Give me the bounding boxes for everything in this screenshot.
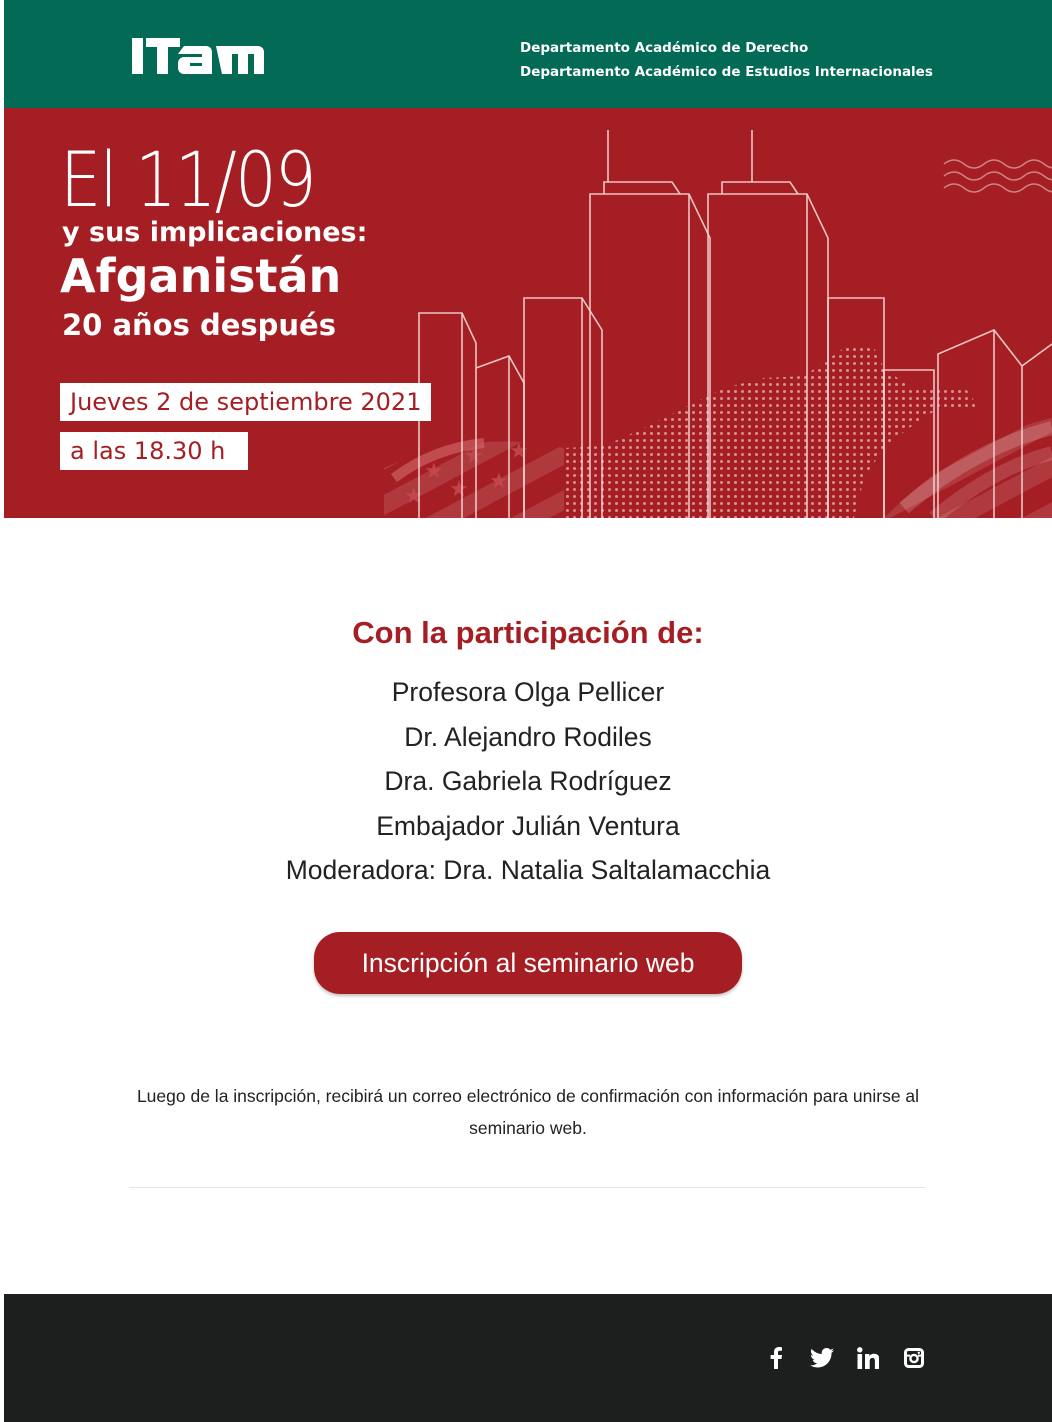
registration-note: Luego de la inscripción, recibirá un correo electrónico de confirmación con información para unirse al seminario web. xyxy=(136,1086,920,1138)
itam-logo xyxy=(132,32,264,80)
participant-item: Dra. Gabriela Rodríguez xyxy=(384,766,672,796)
email-page xyxy=(4,0,1052,1422)
event-title-date: El 11/09 xyxy=(60,135,315,224)
department-law: Departamento Académico de Derecho xyxy=(520,40,809,56)
event-date-badge: Jueves 2 de septiembre 2021 xyxy=(60,383,431,421)
divider xyxy=(129,1187,926,1188)
event-time-badge: a las 18.30 h xyxy=(60,432,248,470)
svg-text:★: ★ xyxy=(424,459,444,484)
event-title-main: Afganistán xyxy=(60,249,342,303)
svg-text:★: ★ xyxy=(464,444,484,469)
department-international-studies: Departamento Académico de Estudios Internacionales xyxy=(520,64,933,80)
instagram-icon[interactable] xyxy=(900,1344,928,1372)
participant-item: Dr. Alejandro Rodiles xyxy=(404,721,652,752)
participant-item: Moderadora: Dra. Natalia Saltalamacchia xyxy=(285,855,771,885)
svg-text:★: ★ xyxy=(404,484,424,509)
event-banner xyxy=(4,108,1052,518)
participants-heading: Con la participación de: xyxy=(352,615,704,650)
svg-text:★: ★ xyxy=(489,469,509,494)
webinar-registration-button[interactable]: Inscripción al seminario web xyxy=(314,932,742,994)
footer-bar xyxy=(4,1294,1052,1422)
department-list xyxy=(520,36,933,84)
twitter-icon[interactable] xyxy=(808,1344,836,1372)
svg-text:★: ★ xyxy=(449,477,469,502)
facebook-icon[interactable] xyxy=(762,1344,790,1372)
participants-list xyxy=(4,670,1052,893)
participant-item: Profesora Olga Pellicer xyxy=(391,677,665,707)
event-title-years: 20 años después xyxy=(62,308,336,342)
header-bar xyxy=(4,0,1052,108)
svg-text:★: ★ xyxy=(509,439,529,464)
event-title-subtitle: y sus implicaciones: xyxy=(62,217,368,248)
linkedin-icon[interactable] xyxy=(854,1344,882,1372)
participant-item: Embajador Julián Ventura xyxy=(376,810,680,841)
